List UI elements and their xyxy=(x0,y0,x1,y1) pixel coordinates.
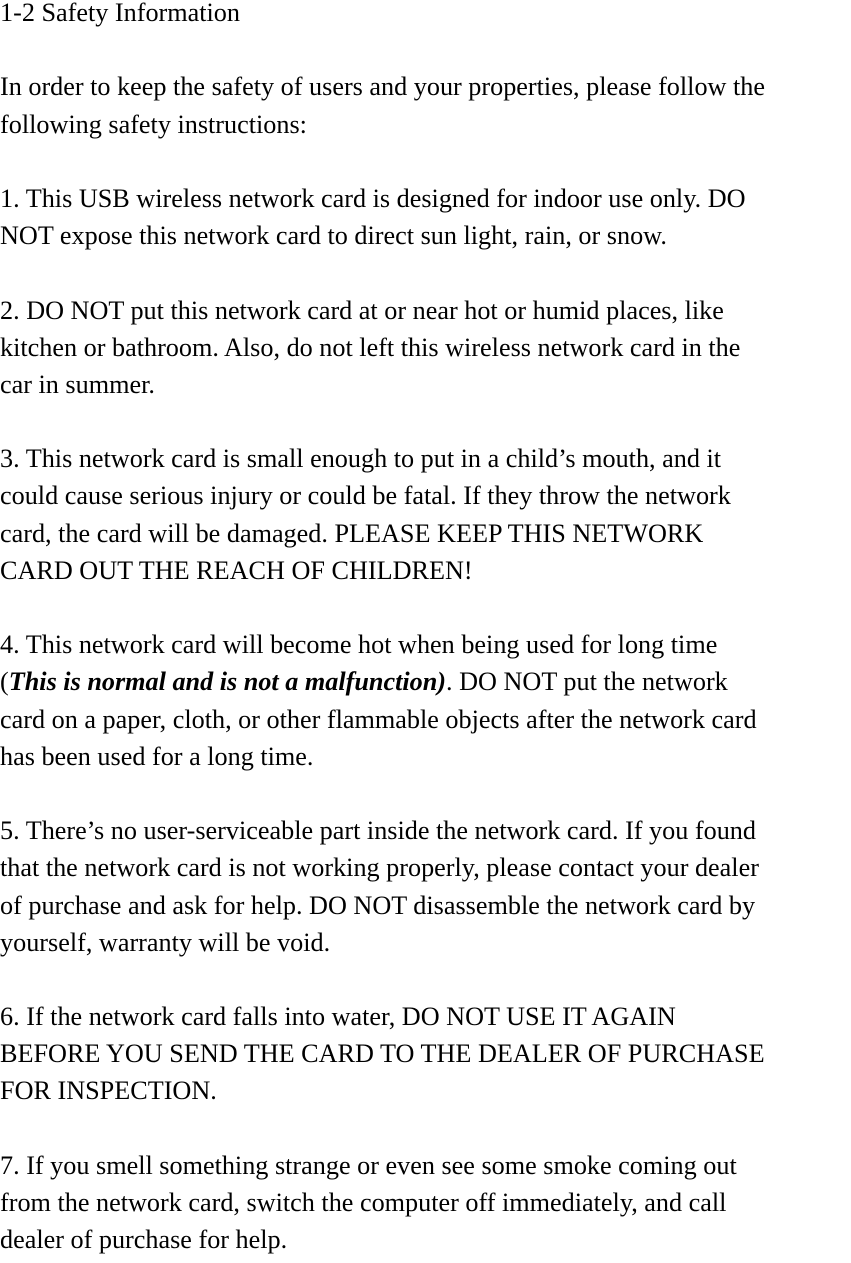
text-line: CARD OUT THE REACH OF CHILDREN! xyxy=(0,555,473,585)
text-line: dealer of purchase for help. xyxy=(0,1225,288,1255)
line-continuation: . DO NOT put the network xyxy=(446,667,728,697)
paragraph-spacer xyxy=(0,589,851,626)
text-line: yourself, warranty will be void. xyxy=(0,927,331,957)
text-line: BEFORE YOU SEND THE CARD TO THE DEALER OF PURCHASE xyxy=(0,1039,765,1069)
text-line: 5. There’s no user-serviceable part inside the network card. If you found xyxy=(0,816,756,846)
text-line: 7. If you smell something strange or even see some smoke coming out xyxy=(0,1150,737,1180)
paragraph-spacer xyxy=(0,775,851,812)
text-line xyxy=(0,663,851,700)
text-line: FOR INSPECTION. xyxy=(0,1076,217,1106)
text-line: from the network card, switch the computer off immediately, and call xyxy=(0,1188,727,1217)
open-parenthesis: ( xyxy=(0,667,9,697)
text-line: that the network card is not working properly, please contact your dealer xyxy=(0,853,759,883)
paragraph-spacer xyxy=(0,1110,851,1147)
text-line: kitchen or bathroom. Also, do not left this wireless network card in the xyxy=(0,332,741,362)
text-line: NOT expose this network card to direct sun light, rain, or snow. xyxy=(0,221,667,251)
text-line: following safety instructions: xyxy=(0,109,307,139)
paragraph-spacer xyxy=(0,31,851,68)
text-line: 3. This network card is small enough to put in a child’s mouth, and it xyxy=(0,444,722,474)
instruction-2 xyxy=(0,292,851,404)
text-line: could cause serious injury or could be fatal. If they throw the network xyxy=(0,481,731,511)
section-title: 1-2 Safety Information xyxy=(0,0,240,27)
text-line: card on a paper, cloth, or other flammable objects after the network card xyxy=(0,704,757,734)
text-line: card, the card will be damaged. PLEASE KEEP THIS NETWORK xyxy=(0,518,704,548)
text-line: 2. DO NOT put this network card at or near hot or humid places, like xyxy=(0,295,724,325)
paragraph-spacer xyxy=(0,961,851,998)
text-line: In order to keep the safety of users and your properties, please follow the xyxy=(0,72,765,102)
instruction-6 xyxy=(0,998,851,1110)
instruction-5 xyxy=(0,812,851,961)
instruction-4 xyxy=(0,626,851,775)
emphasis-note: This is normal and is not a malfunction) xyxy=(8,667,447,697)
instruction-7 xyxy=(0,1147,851,1259)
instruction-3 xyxy=(0,440,851,589)
paragraph-spacer xyxy=(0,403,851,440)
text-line: 1. This USB wireless network card is designed for indoor use only. DO xyxy=(0,183,746,213)
text-line: 4. This network card will become hot when being used for long time xyxy=(0,630,718,660)
paragraph-spacer xyxy=(0,254,851,291)
text-line: 6. If the network card falls into water, DO NOT USE IT AGAIN xyxy=(0,1002,676,1032)
text-line: of purchase and ask for help. DO NOT disassemble the network card by xyxy=(0,890,756,920)
text-line: has been used for a long time. xyxy=(0,741,314,771)
text-line: car in summer. xyxy=(0,369,155,399)
paragraph-spacer xyxy=(0,143,851,180)
intro-paragraph xyxy=(0,68,851,142)
instruction-1 xyxy=(0,180,851,254)
